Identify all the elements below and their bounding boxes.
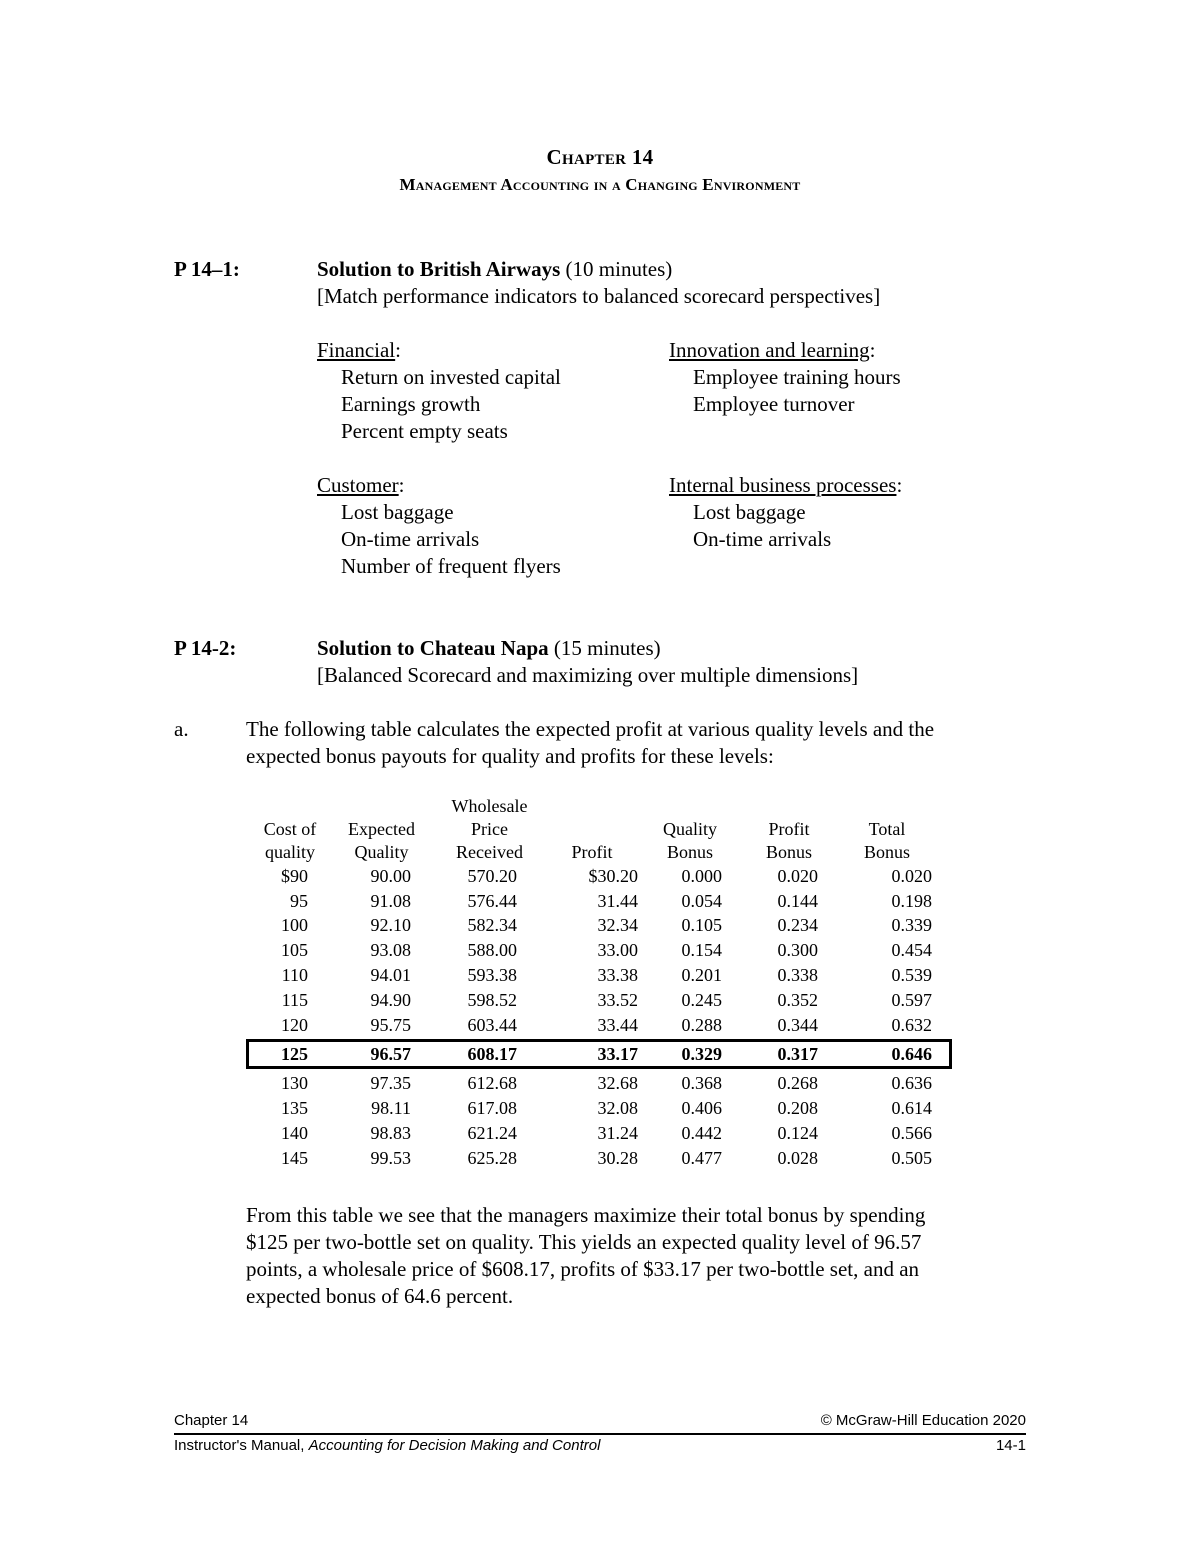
footer-copyright: © McGraw-Hill Education 2020 [820, 1412, 1026, 1429]
table-cell: 603.44 [467, 1014, 517, 1035]
table-cell: 93.08 [370, 940, 411, 961]
table-cell: 617.08 [467, 1098, 517, 1119]
table-cell: 91.08 [370, 890, 411, 911]
table-cell: 0.368 [681, 1073, 722, 1094]
customer-item: Number of frequent flyers [341, 554, 561, 578]
table-cell: 0.300 [777, 940, 818, 961]
table-cell: 0.636 [891, 1073, 932, 1094]
table-cell: 0.144 [777, 890, 818, 911]
header-cost-of-quality: Cost of quality [263, 819, 317, 862]
table-cell: 33.17 [597, 1044, 638, 1065]
table-cell: 90.00 [370, 865, 411, 886]
table-cell: 0.566 [891, 1123, 932, 1144]
table-cell: 608.17 [467, 1044, 517, 1065]
table-cell: 98.83 [370, 1123, 411, 1144]
innovation-block [669, 337, 901, 418]
table-row [252, 1121, 936, 1146]
table-cell: 0.352 [777, 989, 818, 1010]
header-total-bonus: Total Bonus [863, 819, 910, 862]
customer-item: Lost baggage [341, 500, 454, 524]
table-cell: 0.268 [777, 1073, 818, 1094]
table-cell: 110 [281, 965, 308, 986]
table-cell: 32.08 [597, 1098, 638, 1119]
table-cell: 0.234 [777, 915, 818, 936]
table-cell: 0.614 [891, 1098, 932, 1119]
conclusion-line: From this table we see that the managers maximize their total bonus by spending [246, 1203, 926, 1227]
table-cell: 0.597 [891, 989, 932, 1010]
table-cell: 97.35 [370, 1073, 411, 1094]
conclusion-line: points, a wholesale price of $608.17, profits of $33.17 per two-bottle set, and an [246, 1257, 920, 1281]
table-cell: 33.52 [597, 989, 638, 1010]
table-cell: 32.68 [597, 1073, 638, 1094]
table-cell: 0.201 [681, 965, 722, 986]
table-cell: 125 [281, 1044, 308, 1065]
table-cell: 0.505 [891, 1147, 932, 1168]
table-row [252, 889, 936, 914]
table-cell: 0.339 [891, 915, 932, 936]
table-cell: $90 [281, 865, 308, 886]
table-cell: 94.90 [370, 989, 411, 1010]
table-cell: 135 [281, 1098, 308, 1119]
table-cell: 145 [281, 1147, 308, 1168]
quality-bonus-table [252, 795, 936, 1171]
p1-label: P 14–1: [174, 257, 240, 281]
table-cell: 0.020 [891, 865, 932, 886]
innovation-heading: Innovation and learning: [669, 338, 876, 362]
conclusion-line: $125 per two-bottle set on quality. This yields an expected quality level of 96.57 [246, 1230, 922, 1254]
internal-heading: Internal business processes: [669, 473, 903, 497]
table-cell: 0.632 [891, 1014, 932, 1035]
table-row [252, 1013, 936, 1038]
table-cell: 0.539 [891, 965, 932, 986]
table-cell: 95.75 [370, 1014, 411, 1035]
table-cell: 570.20 [467, 865, 517, 886]
header-profit-bonus: Profit Bonus [765, 819, 812, 862]
table-cell: 0.154 [681, 940, 722, 961]
table-cell: 96.57 [370, 1044, 411, 1065]
table-cell: 120 [281, 1014, 308, 1035]
chapter-title: Chapter 14 [546, 145, 654, 169]
conclusion-line: expected bonus of 64.6 percent. [246, 1284, 514, 1308]
table-cell: 95 [290, 890, 308, 911]
table-cell: 0.245 [681, 989, 722, 1010]
header-expected-quality: Expected Quality [348, 819, 415, 862]
header-quality-bonus: Quality Bonus [663, 819, 717, 862]
table-cell: 94.01 [370, 965, 411, 986]
customer-heading: Customer: [317, 473, 405, 497]
p1-title [317, 256, 672, 283]
highlight-box [246, 1039, 952, 1069]
table-cell: 33.38 [597, 965, 638, 986]
customer-item: On-time arrivals [341, 527, 480, 551]
table-cell: 598.52 [467, 989, 517, 1010]
table-cell: 0.054 [681, 890, 722, 911]
table-row [252, 1072, 936, 1097]
table-row [252, 914, 936, 939]
table-cell: 0.338 [777, 965, 818, 986]
footer-manual [174, 1437, 600, 1454]
table-cell: 612.68 [467, 1073, 517, 1094]
header-profit: Profit [571, 842, 613, 862]
innovation-item: Employee turnover [693, 392, 855, 416]
customer-block [317, 472, 561, 580]
p2-title-bold: Solution to Chateau Napa [317, 636, 549, 660]
table-cell: 99.53 [370, 1147, 411, 1168]
table-cell: 0.208 [777, 1098, 818, 1119]
table-row [252, 938, 936, 963]
footer-page-number: 14-1 [995, 1437, 1026, 1454]
table-row [252, 1096, 936, 1121]
internal-item: On-time arrivals [693, 527, 832, 551]
financial-item: Percent empty seats [341, 419, 508, 443]
table-row [252, 864, 936, 889]
table-cell: 0.477 [681, 1147, 722, 1168]
table-cell: 30.28 [597, 1147, 638, 1168]
table-cell: 33.00 [597, 940, 638, 961]
financial-block [317, 337, 561, 445]
table-cell: 0.288 [681, 1014, 722, 1035]
table-cell: 0.454 [891, 940, 932, 961]
footer-divider [174, 1433, 1026, 1435]
table-cell: 0.317 [777, 1044, 818, 1065]
table-cell: 105 [281, 940, 308, 961]
footer-chapter: Chapter 14 [174, 1412, 249, 1429]
table-cell: 100 [281, 915, 308, 936]
table-cell: 621.24 [467, 1123, 517, 1144]
header-wholesale-price: Wholesale Price Received [451, 796, 528, 862]
table-row [252, 988, 936, 1013]
chapter-subtitle: Management Accounting in a Changing Environment [399, 175, 801, 194]
part-a-intro [246, 716, 934, 770]
table-header-row [252, 795, 936, 864]
table-cell: 0.198 [891, 890, 932, 911]
p1-title-bold: Solution to British Airways [317, 257, 561, 281]
table-cell: 140 [281, 1123, 308, 1144]
table-cell: 33.44 [597, 1014, 638, 1035]
table-cell: 31.24 [597, 1123, 638, 1144]
table-cell: 31.44 [597, 890, 638, 911]
table-cell: 115 [281, 989, 308, 1010]
table-cell: 98.11 [371, 1098, 411, 1119]
financial-item: Return on invested capital [341, 365, 561, 389]
financial-heading: Financial: [317, 338, 401, 362]
table-cell: 588.00 [467, 940, 517, 961]
part-a-label: a. [174, 717, 189, 741]
p1-subtitle: [Match performance indicators to balanced scorecard perspectives] [317, 284, 881, 308]
intro-line: The following table calculates the expected profit at various quality levels and the [246, 717, 935, 741]
table-cell: 0.000 [681, 865, 722, 886]
table-cell: 0.344 [777, 1014, 818, 1035]
table-cell: 0.329 [681, 1044, 722, 1065]
table-cell: 0.105 [681, 915, 722, 936]
table-row [252, 1146, 936, 1171]
footer-manual-prefix: Instructor's Manual, [174, 1437, 309, 1454]
table-cell: 576.44 [467, 890, 517, 911]
financial-item: Earnings growth [341, 392, 481, 416]
table-cell: 32.34 [597, 915, 638, 936]
innovation-item: Employee training hours [693, 365, 901, 389]
p2-title-time: (15 minutes) [548, 636, 661, 660]
table-cell: 0.442 [681, 1123, 722, 1144]
table-cell: 0.124 [777, 1123, 818, 1144]
table-cell: 130 [281, 1073, 308, 1094]
table-cell: 92.10 [370, 915, 411, 936]
table-cell: 0.028 [777, 1147, 818, 1168]
table-cell: 582.34 [467, 915, 517, 936]
table-cell: 0.406 [681, 1098, 722, 1119]
p2-subtitle: [Balanced Scorecard and maximizing over multiple dimensions] [317, 663, 859, 687]
table-cell: 625.28 [467, 1147, 517, 1168]
table-cell: 593.38 [467, 965, 517, 986]
table-cell: $30.20 [588, 865, 638, 886]
table-cell: 0.646 [891, 1044, 932, 1065]
table-cell: 0.020 [777, 865, 818, 886]
p1-title-time: (10 minutes) [560, 257, 673, 281]
p2-title [317, 635, 661, 662]
internal-block [669, 472, 902, 553]
conclusion-paragraph [246, 1202, 925, 1310]
footer-book-title: Accounting for Decision Making and Control [308, 1437, 601, 1454]
intro-line: expected bonus payouts for quality and profits for these levels: [246, 744, 774, 768]
p2-label: P 14-2: [174, 636, 237, 660]
table-row [252, 963, 936, 988]
internal-item: Lost baggage [693, 500, 806, 524]
